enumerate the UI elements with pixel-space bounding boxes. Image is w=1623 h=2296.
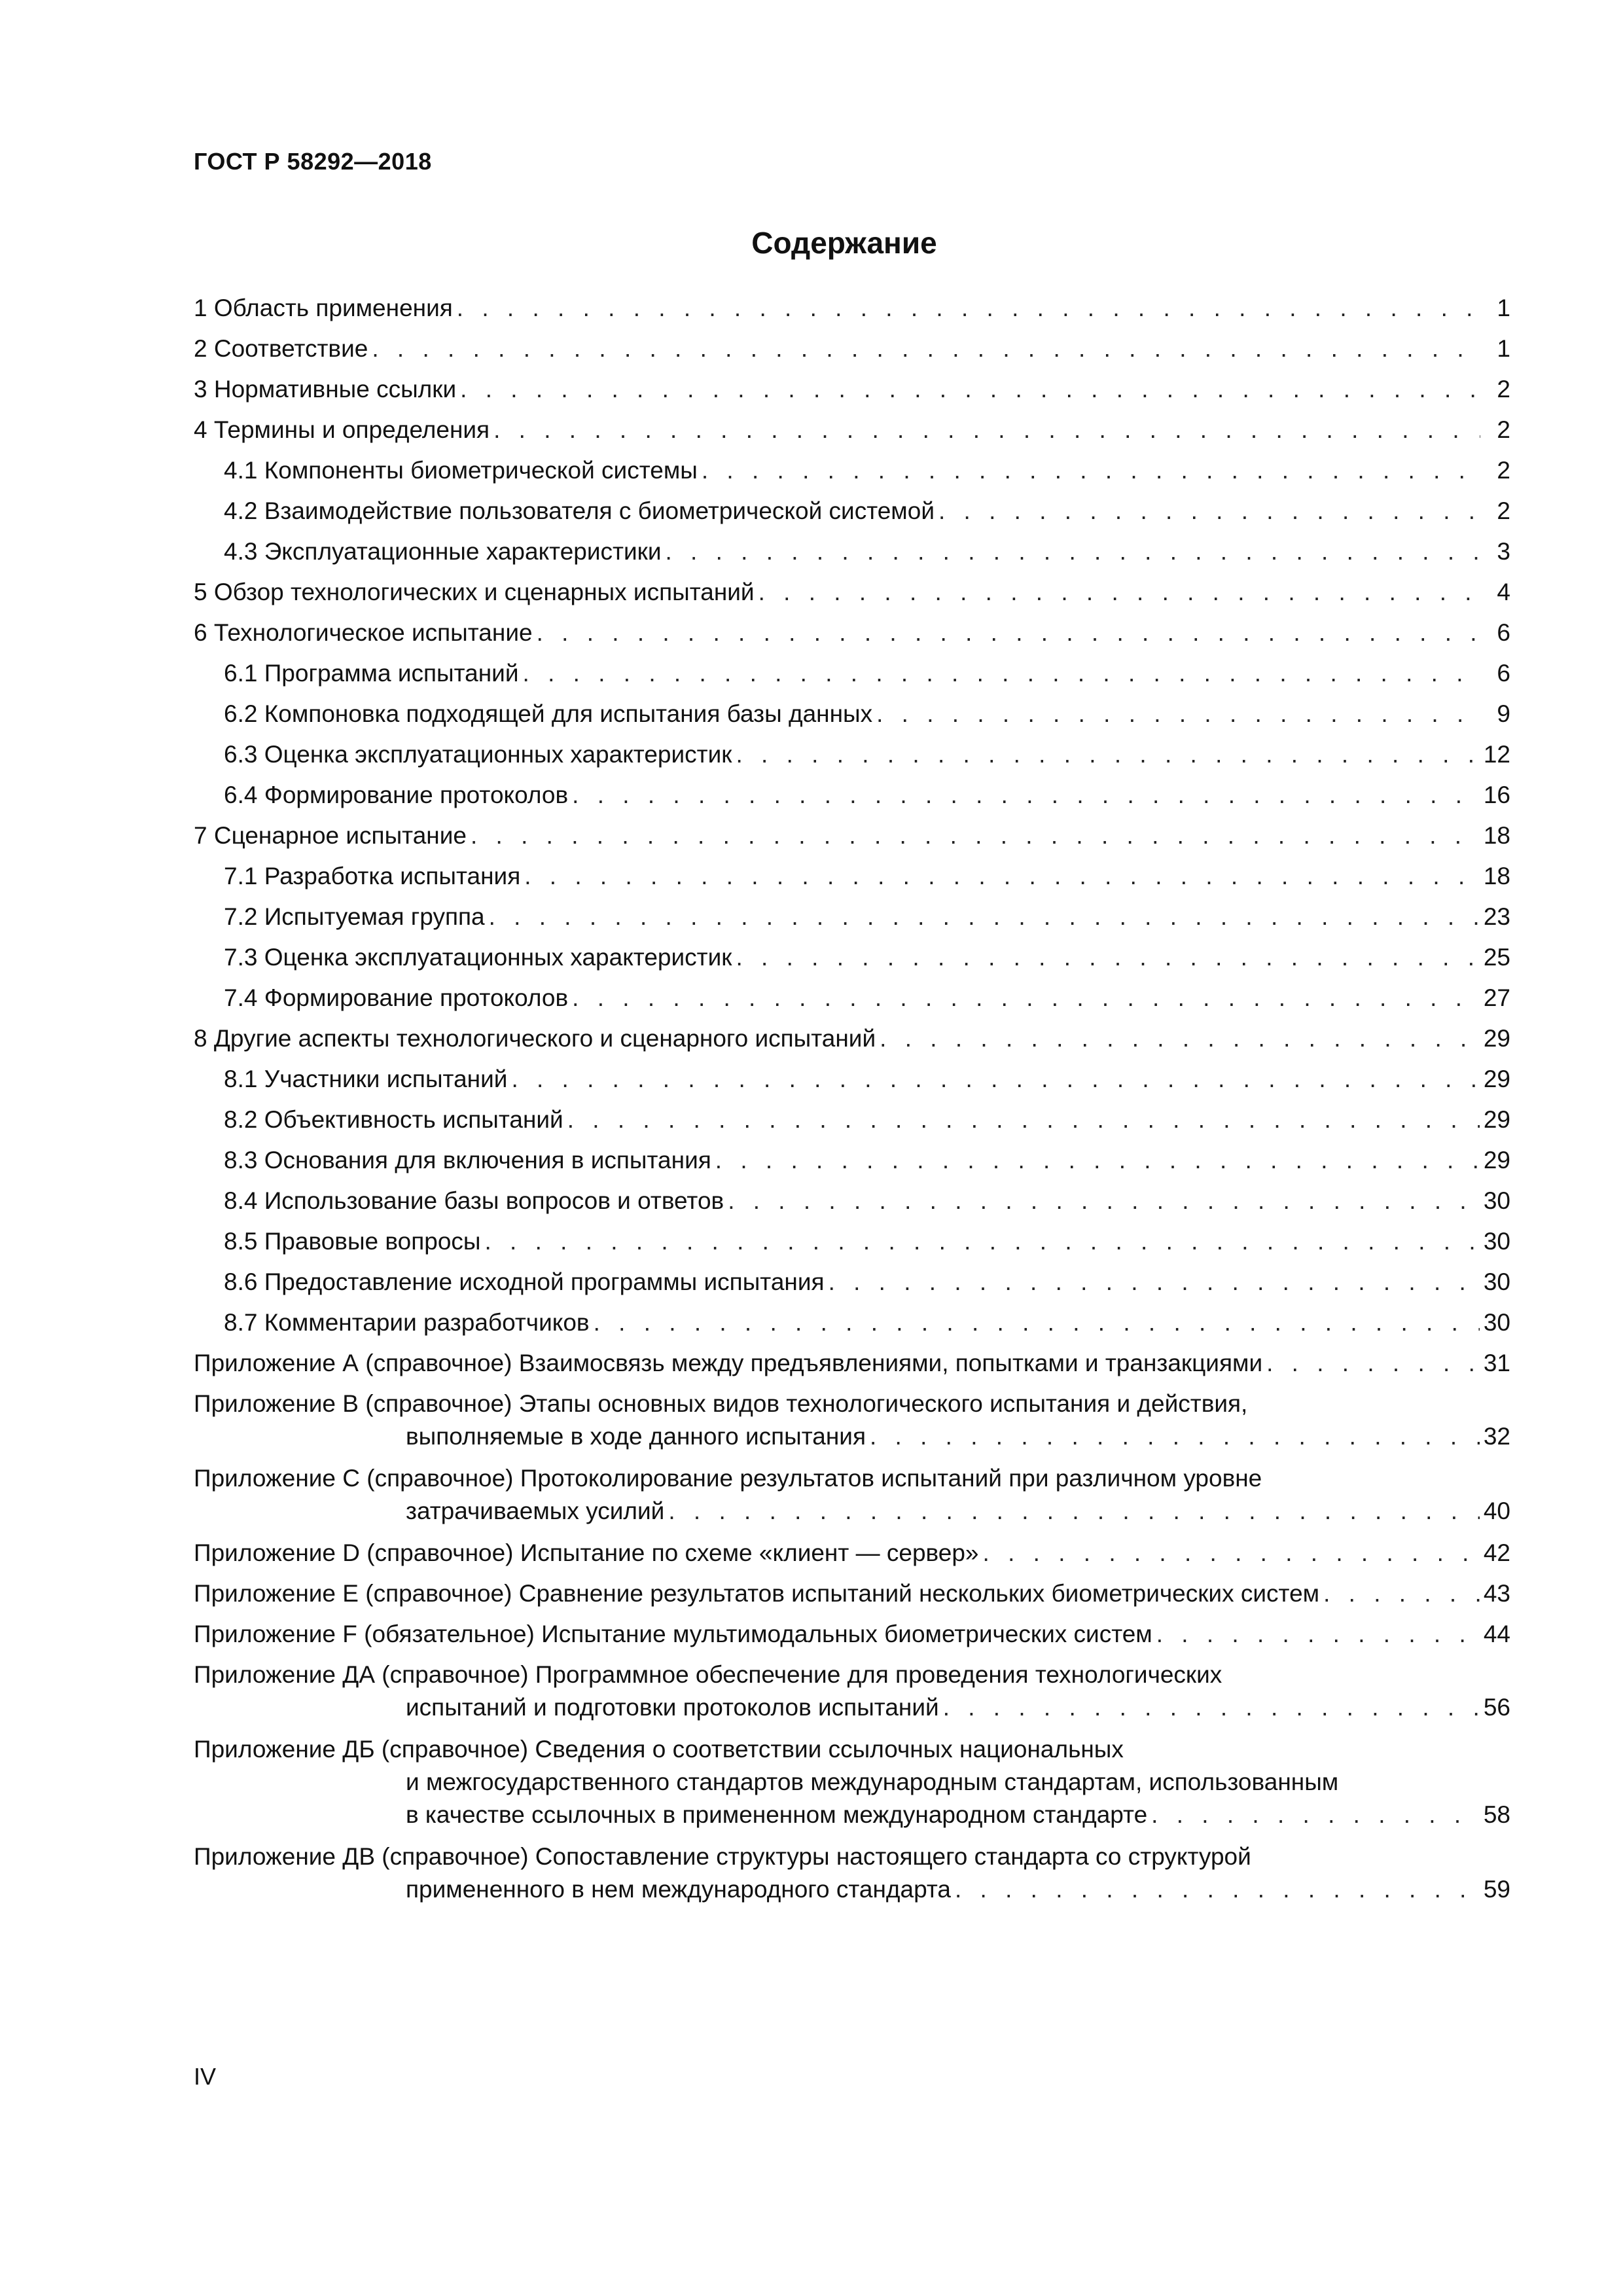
toc-entry-text: и межгосударственного стандартов международным стандартам, использованным [406, 1768, 1339, 1795]
toc-entry-text: 8.5 Правовые вопросы [224, 1228, 481, 1255]
toc-entry[interactable] [194, 1733, 1510, 1831]
toc-leader-dots [876, 698, 1480, 730]
toc-entry-text: 6.3 Оценка эксплуатационных характеристик [224, 741, 732, 768]
toc-page-number: 30 [1483, 1228, 1510, 1255]
toc-entry[interactable] [194, 535, 1510, 568]
toc-entry[interactable] [194, 860, 1510, 893]
toc-leader-dots [943, 1691, 1480, 1724]
toc-entry-text: 7.4 Формирование протоколов [224, 984, 569, 1011]
toc-entry[interactable] [194, 292, 1510, 325]
toc-leader-dots [1323, 1577, 1480, 1610]
toc-entry-text: 1 Область применения [194, 295, 453, 321]
toc-leader-dots [511, 1063, 1479, 1096]
toc-entry-text: примененного в нем международного стандарта [406, 1876, 951, 1903]
toc-page-number: 3 [1497, 538, 1510, 565]
toc-entry-text: 2 Соответствие [194, 335, 368, 362]
toc-entry[interactable] [194, 1103, 1510, 1136]
toc-leader-dots [1266, 1347, 1480, 1380]
toc-page-number: 16 [1483, 781, 1510, 808]
toc-entry-text: Приложение ДА (справочное) Программное обеспечение для проведения технологических [194, 1661, 1222, 1688]
toc-entry[interactable] [194, 982, 1510, 1014]
toc-page-number: 59 [1483, 1876, 1510, 1903]
toc-leader-dots [523, 657, 1480, 690]
toc-entry-text: 8.1 Участники испытаний [224, 1066, 508, 1092]
toc-page-number: 56 [1483, 1694, 1510, 1721]
table-of-contents [194, 292, 1510, 1915]
toc-page-number: 4 [1497, 579, 1510, 605]
toc-title: Содержание [751, 226, 937, 260]
toc-leader-dots [1156, 1618, 1480, 1651]
toc-entry[interactable] [194, 657, 1510, 690]
toc-page-number: 31 [1483, 1350, 1510, 1376]
toc-leader-dots [702, 454, 1480, 487]
toc-page-number: 1 [1497, 335, 1510, 362]
toc-entry[interactable] [194, 1063, 1510, 1096]
toc-entry-text: в качестве ссылочных в примененном международном стандарте [406, 1801, 1148, 1828]
toc-page-number: 1 [1497, 295, 1510, 321]
toc-entry[interactable] [194, 373, 1510, 406]
toc-entry[interactable] [194, 1185, 1510, 1217]
toc-leader-dots [471, 819, 1480, 852]
toc-entry[interactable] [194, 454, 1510, 487]
toc-page-number: 2 [1497, 416, 1510, 443]
toc-page-number: 29 [1483, 1147, 1510, 1174]
toc-entry-text: 6.4 Формирование протоколов [224, 781, 569, 808]
toc-entry[interactable] [194, 901, 1510, 933]
toc-leader-dots [524, 860, 1480, 893]
toc-page-number: 2 [1497, 457, 1510, 484]
page-number: IV [194, 2063, 217, 2090]
toc-leader-dots [955, 1873, 1480, 1906]
toc-entry[interactable] [194, 1225, 1510, 1258]
toc-page-number: 25 [1483, 944, 1510, 971]
toc-entry-text: Приложение ДВ (справочное) Сопоставление структуры настоящего стандарта со структурой [194, 1843, 1251, 1870]
toc-page-number: 30 [1483, 1268, 1510, 1295]
toc-entry-text: испытаний и подготовки протоколов испытаний [406, 1694, 939, 1721]
toc-entry[interactable] [194, 576, 1510, 609]
toc-entry[interactable] [194, 1462, 1510, 1528]
toc-leader-dots [457, 292, 1480, 325]
toc-leader-dots [493, 414, 1480, 446]
toc-leader-dots [880, 1022, 1480, 1055]
toc-entry-text: 4.1 Компоненты биометрической системы [224, 457, 698, 484]
toc-entry[interactable] [194, 779, 1510, 812]
toc-entry-text: 4.2 Взаимодействие пользователя с биометрической системой [224, 497, 935, 524]
toc-page-number: 18 [1483, 863, 1510, 889]
toc-page-number: 9 [1497, 700, 1510, 727]
toc-leader-dots [1151, 1799, 1480, 1831]
toc-leader-dots [572, 779, 1480, 812]
toc-entry[interactable] [194, 819, 1510, 852]
toc-page-number: 40 [1483, 1498, 1510, 1524]
toc-page-number: 23 [1483, 903, 1510, 930]
toc-entry-text: Приложение А (справочное) Взаимосвязь между предъявлениями, попытками и транзакциями [194, 1350, 1263, 1376]
toc-entry-text: затрачиваемых усилий [406, 1498, 665, 1524]
toc-leader-dots [460, 373, 1480, 406]
toc-page-number: 27 [1483, 984, 1510, 1011]
toc-leader-dots [537, 617, 1480, 649]
toc-entry-text: 8.3 Основания для включения в испытания [224, 1147, 711, 1174]
toc-page-number: 2 [1497, 497, 1510, 524]
toc-page-number: 32 [1483, 1423, 1510, 1450]
toc-entry-text: 3 Нормативные ссылки [194, 376, 457, 403]
toc-entry[interactable] [194, 617, 1510, 649]
toc-entry-text: выполняемые в ходе данного испытания [406, 1423, 866, 1450]
toc-leader-dots [715, 1144, 1480, 1177]
toc-page-number: 30 [1483, 1309, 1510, 1336]
toc-leader-dots [758, 576, 1480, 609]
toc-leader-dots [666, 535, 1481, 568]
toc-entry-text: 4 Термины и определения [194, 416, 490, 443]
toc-entry[interactable] [194, 1388, 1510, 1453]
toc-entry-text: Приложение Е (справочное) Сравнение результатов испытаний нескольких биометрических систем [194, 1580, 1320, 1607]
toc-entry-text: 8.7 Комментарии разработчиков [224, 1309, 590, 1336]
toc-entry[interactable] [194, 1266, 1510, 1299]
toc-entry-text: Приложение ДБ (справочное) Сведения о соответствии ссылочных национальных [194, 1736, 1124, 1763]
toc-entry[interactable] [194, 1306, 1510, 1339]
toc-entry-text: 5 Обзор технологических и сценарных испытаний [194, 579, 755, 605]
toc-leader-dots [594, 1306, 1480, 1339]
toc-entry-text: 7.1 Разработка испытания [224, 863, 521, 889]
toc-entry-text: 8.2 Объективность испытаний [224, 1106, 563, 1133]
toc-page-number: 30 [1483, 1187, 1510, 1214]
toc-page-number: 29 [1483, 1066, 1510, 1092]
toc-entry[interactable] [194, 332, 1510, 365]
toc-page-number: 43 [1483, 1580, 1510, 1607]
toc-entry-text: 7 Сценарное испытание [194, 822, 467, 849]
toc-leader-dots [572, 982, 1480, 1014]
toc-entry-text: 8 Другие аспекты технологического и сценарного испытаний [194, 1025, 876, 1052]
toc-entry-text: 6.1 Программа испытаний [224, 660, 519, 687]
toc-entry-text: 6.2 Компоновка подходящей для испытания базы данных [224, 700, 873, 727]
toc-page-number: 2 [1497, 376, 1510, 403]
toc-leader-dots [870, 1420, 1480, 1453]
toc-leader-dots [372, 332, 1480, 365]
toc-page-number: 6 [1497, 660, 1510, 687]
toc-entry[interactable] [194, 738, 1510, 771]
toc-entry[interactable] [194, 1144, 1510, 1177]
toc-entry-text: 4.3 Эксплуатационные характеристики [224, 538, 662, 565]
toc-leader-dots [983, 1537, 1480, 1570]
toc-entry[interactable] [194, 1618, 1510, 1651]
toc-leader-dots [728, 1185, 1480, 1217]
toc-page-number: 29 [1483, 1106, 1510, 1133]
toc-leader-dots [668, 1495, 1479, 1528]
toc-entry-text: Приложение В (справочное) Этапы основных видов технологического испытания и действия, [194, 1390, 1248, 1417]
toc-entry-text: 7.2 Испытуемая группа [224, 903, 485, 930]
toc-entry[interactable] [194, 1022, 1510, 1055]
toc-page-number: 12 [1483, 741, 1510, 768]
toc-entry[interactable] [194, 414, 1510, 446]
toc-entry-text: Приложение D (справочное) Испытание по схеме «клиент — сервер» [194, 1539, 979, 1566]
toc-entry-text: Приложение F (обязательное) Испытание мультимодальных биометрических систем [194, 1621, 1152, 1647]
toc-page-number: 58 [1483, 1801, 1510, 1828]
toc-entry-text: 8.6 Предоставление исходной программы испытания [224, 1268, 825, 1295]
toc-entry[interactable] [194, 1659, 1510, 1724]
toc-leader-dots [736, 738, 1479, 771]
toc-entry[interactable] [194, 1577, 1510, 1610]
toc-entry[interactable] [194, 1840, 1510, 1906]
toc-page-number: 18 [1483, 822, 1510, 849]
toc-page-number: 6 [1497, 619, 1510, 646]
toc-leader-dots [829, 1266, 1480, 1299]
toc-page-number: 29 [1483, 1025, 1510, 1052]
toc-entry[interactable] [194, 495, 1510, 528]
toc-page-number: 44 [1483, 1621, 1510, 1647]
toc-entry-text: 8.4 Использование базы вопросов и ответов [224, 1187, 724, 1214]
toc-entry-text: 6 Технологическое испытание [194, 619, 533, 646]
toc-leader-dots [736, 941, 1479, 974]
toc-entry[interactable] [194, 698, 1510, 730]
toc-leader-dots [485, 1225, 1480, 1258]
document-code: ГОСТ Р 58292—2018 [194, 148, 432, 175]
toc-leader-dots [938, 495, 1480, 528]
toc-entry[interactable] [194, 1347, 1510, 1380]
toc-entry-text: 7.3 Оценка эксплуатационных характеристик [224, 944, 732, 971]
toc-entry-text: Приложение С (справочное) Протоколирование результатов испытаний при различном уровне [194, 1465, 1262, 1492]
toc-leader-dots [489, 901, 1480, 933]
toc-page-number: 42 [1483, 1539, 1510, 1566]
toc-leader-dots [567, 1103, 1480, 1136]
toc-entry[interactable] [194, 1537, 1510, 1570]
toc-entry[interactable] [194, 941, 1510, 974]
